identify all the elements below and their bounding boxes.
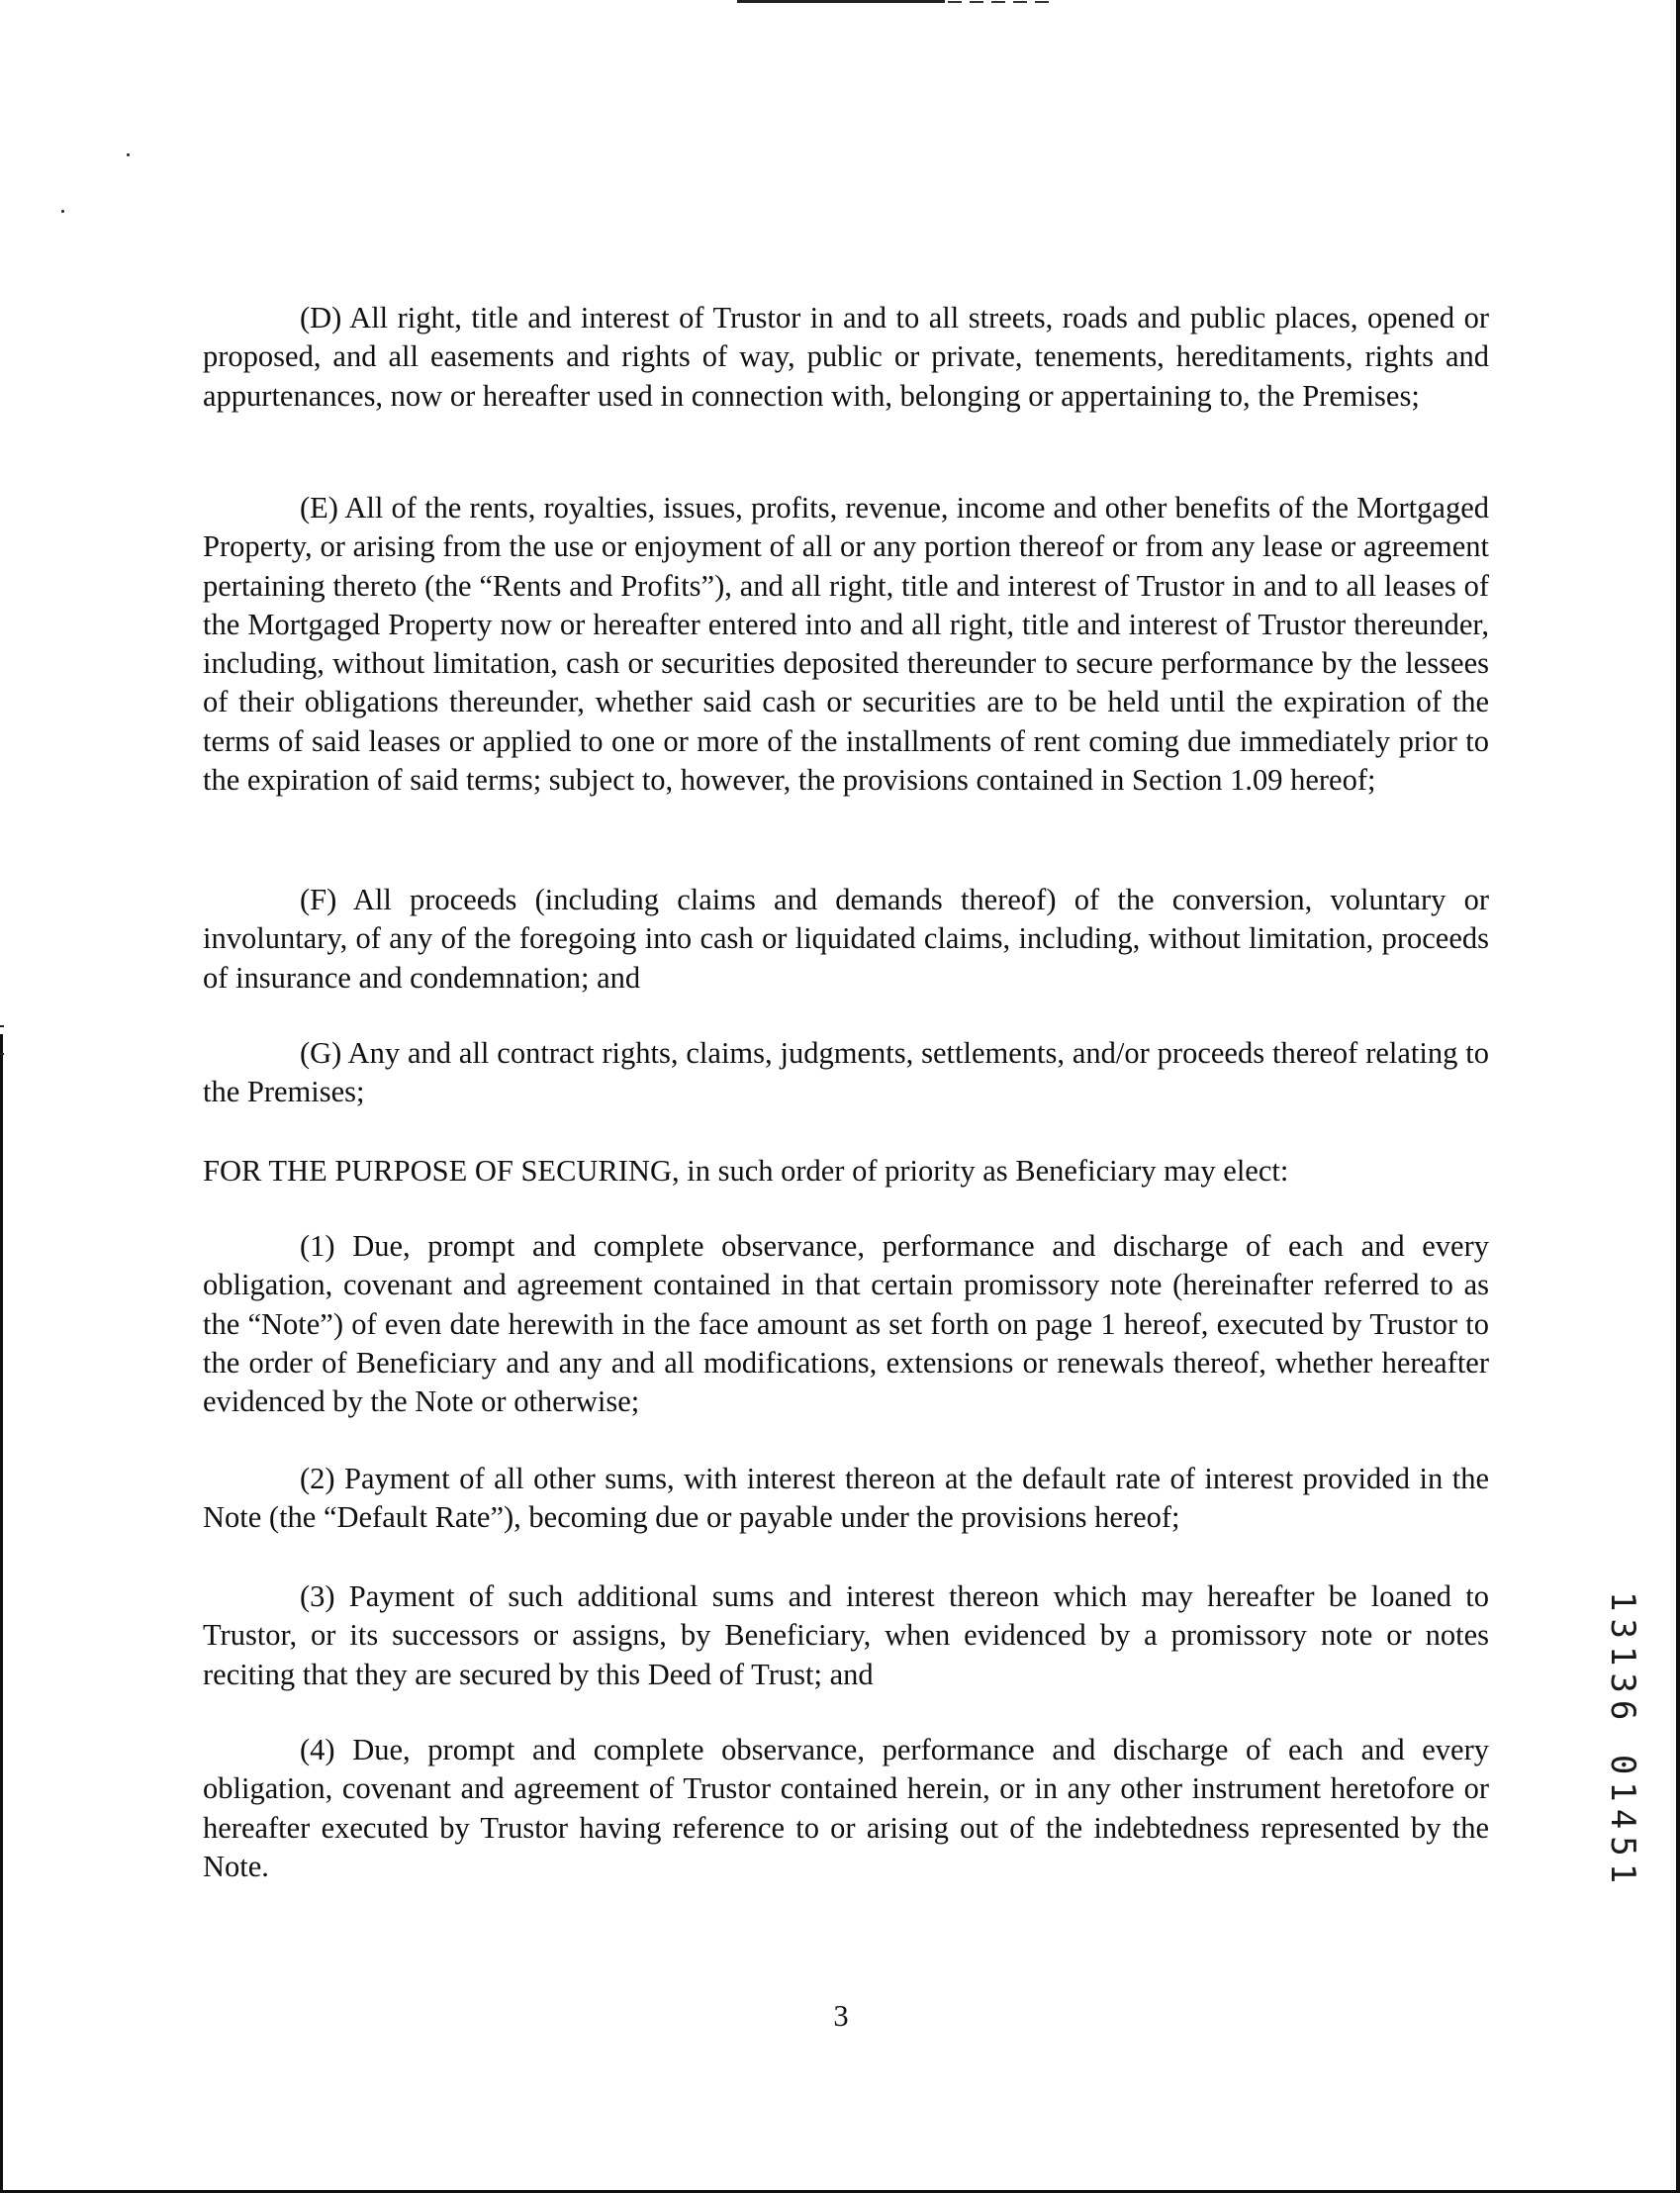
recording-stamp: [1601, 1591, 1644, 1948]
clause-2: (2) Payment of all other sums, with interest thereon at the default rate of interest provided in the Note (the “Default Rate”), becoming due or payable under the provisions hereof;: [203, 1462, 1489, 1535]
paragraph-e: (E) All of the rents, royalties, issues, profits, revenue, income and other benefits of the Mortgaged Property, or arising from the use or enjoyment of all or any portion thereof or from any lease or agreement pertaining thereto (the “Rents and Profits”), and all right, title and interest of Trustor in and to all leases of the Mortgaged Property now or hereafter entered into and all right, title and interest of Trustor thereunder, including, without limitation, cash or securities deposited thereunder to secure performance by the lessees of their obligations thereunder, whether said cash or securities are to be held until the expiration of the terms of said leases or applied to one or more of the installments of rent coming due immediately prior to the expiration of said terms; subject to, however, the provisions contained in Section 1.09 hereof;: [203, 491, 1489, 798]
page-number: 3: [833, 1999, 849, 2033]
scan-speck: [127, 153, 130, 156]
clause-1: (1) Due, prompt and complete observance, performance and discharge of each and every obligation, covenant and agreement contained in that certain promissory note (hereinafter referred to as the “Note”) of even date herewith in the face amount as set forth on page 1 hereof, executed by Trustor to the order of Beneficiary and any and all modifications, extensions or renewals thereof, whether hereafter evidenced by the Note or otherwise;: [203, 1229, 1489, 1419]
scan-tick: [0, 1053, 4, 1055]
scan-artifact-top-dashes: [948, 1, 1057, 3]
clause-4: (4) Due, prompt and complete observance, performance and discharge of each and every obligation, covenant and agreement of Trustor contained herein, or in any other instrument heretofore or hereafter executed by Trustor having reference to or arising out of the indebtedness represented by the Note.: [203, 1733, 1489, 1883]
paragraph-g: (G) Any and all contract rights, claims, judgments, settlements, and/or proceeds thereof relating to the Premises;: [203, 1036, 1489, 1109]
purpose-heading: FOR THE PURPOSE OF SECURING, in such order of priority as Beneficiary may elect:: [203, 1154, 1289, 1188]
scan-speck: [61, 210, 64, 213]
clause-3: (3) Payment of such additional sums and interest thereon which may hereafter be loaned to Trustor, or its successors or assigns, by Beneficiary, when evidenced by a promissory note or notes reciting that they are secured by this Deed of Trust; and: [203, 1579, 1489, 1691]
scan-tick: [0, 1025, 4, 1027]
scan-artifact-top-rule: [737, 0, 945, 3]
scan-border-right: [1676, 0, 1680, 2193]
paragraph-f: (F) All proceeds (including claims and demands thereof) of the conversion, voluntary or involuntary, of any of the foregoing into cash or liquidated claims, including, without limitation, proceeds of insurance and condemnation; and: [203, 883, 1489, 995]
scan-border-left: [0, 1034, 3, 2193]
recording-stamp-text: 13136 01451: [1603, 1591, 1642, 1891]
paragraph-d: (D) All right, title and interest of Trustor in and to all streets, roads and public places, opened or proposed, and all easements and rights of way, public or private, tenements, hereditaments, rights and appurtenances, now or hereafter used in connection with, belonging or appertaining to, the Premises;: [203, 301, 1489, 413]
